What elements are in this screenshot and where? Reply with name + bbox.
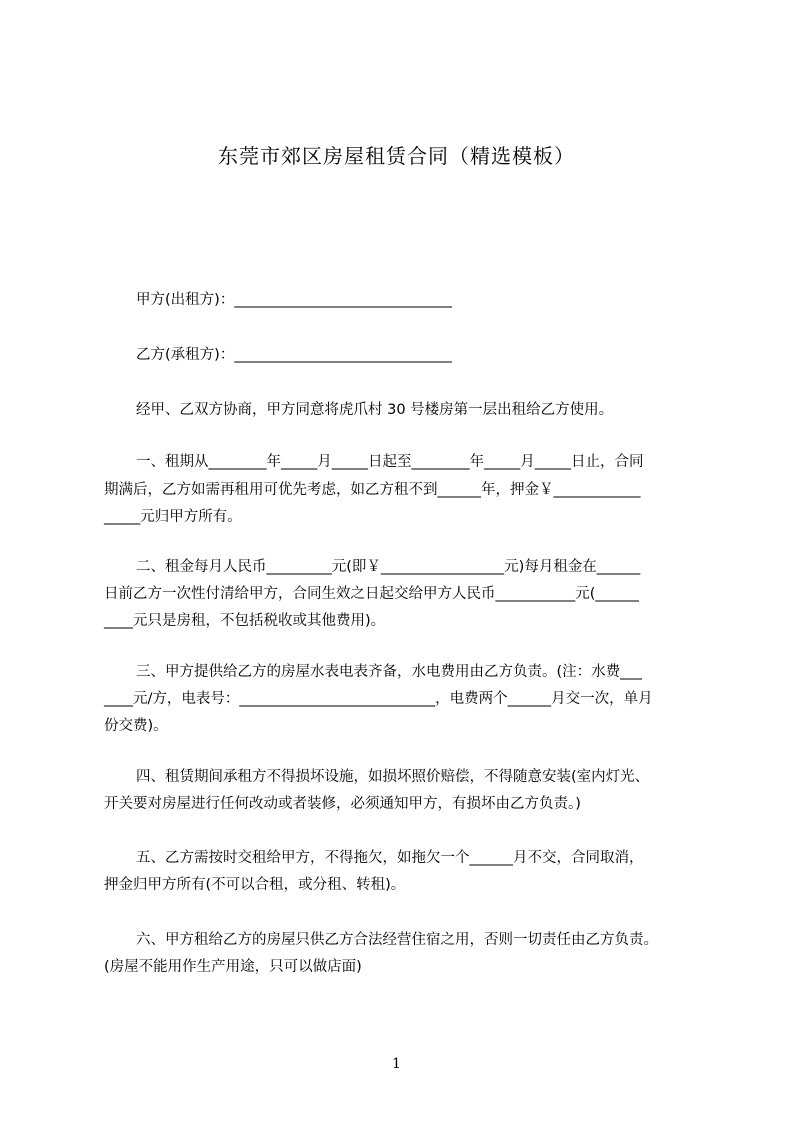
page-number: 1 [392, 1056, 401, 1072]
clause-2-line-2: 日前乙方一次性付清给甲方，合同生效之日起交给甲方人民币___________元(______ [104, 586, 639, 602]
clause-3-line-1: 三、甲方提供给乙方的房屋水表电表齐备，水电费用由乙方负责。(注：水费___ [136, 664, 642, 680]
clause-2-line-3: ____元只是房租，不包括税收或其他费用)。 [104, 613, 386, 629]
clause-4-line-2: 开关要对房屋进行任何改动或者装修，必须通知甲方，有损坏由乙方负责。) [104, 796, 581, 812]
clause-3-line-3: 份交费)。 [104, 718, 168, 734]
party-b-line: 乙方(承租方)：______________________________ [136, 347, 452, 363]
clause-1-line-3: _____元归甲方所有。 [104, 509, 242, 525]
clause-5-line-2: 押金归甲方所有(不可以合租，或分租、转租)。 [104, 877, 406, 893]
intro-paragraph: 经甲、乙双方协商，甲方同意将虎爪村 30 号楼房第一层出租给乙方使用。 [136, 402, 614, 418]
clause-6-line-1: 六、甲方租给乙方的房屋只供乙方合法经营住宿之用，否则一切责任由乙方负责。 [136, 932, 658, 948]
party-a-line: 甲方(出租方)：______________________________ [136, 292, 452, 308]
clause-1-line-2: 期满后，乙方如需再租用可优先考虑，如乙方租不到______年，押金￥____________ [104, 482, 641, 498]
clause-2-line-1: 二、租金每月人民币_________元(即￥_________________元)每月租金在______ [136, 559, 641, 575]
clause-4-line-1: 四、租赁期间承租方不得损坏设施，如损坏照价赔偿，不得随意安装(室内灯光、 [136, 769, 650, 785]
clause-3-line-2: ____元/方，电表号：___________________________，电费两个______月交一次，单月 [104, 691, 653, 707]
document-title: 东莞市郊区房屋租赁合同（精选模板） [218, 144, 575, 168]
clause-5-line-1: 五、乙方需按时交租给甲方，不得拖欠，如拖欠一个______月不交，合同取消， [136, 850, 644, 866]
clause-6-line-2: (房屋不能用作生产用途，只可以做店面) [104, 959, 362, 975]
clause-1-line-1: 一、租期从________年_____月_____日起至________年_____月_____日止，合同 [136, 454, 644, 470]
